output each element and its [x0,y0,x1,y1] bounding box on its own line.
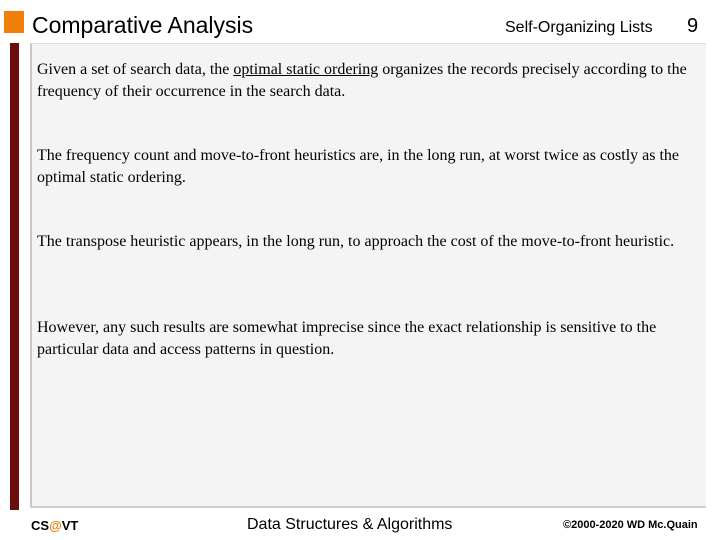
title-accent-block [4,11,24,33]
paragraph-optimal-static-ordering [37,59,699,103]
footer-at: @ [49,518,62,533]
page-number: 9 [687,15,699,37]
paragraph-text: organizes the records precisely according to the frequency of their occurrence in the search data. [37,61,687,100]
footer-cs: CS [31,518,50,533]
footer-copyright: ©2000-2020 WD Mc.Quain [563,519,698,531]
footer-vt: VT [61,518,79,533]
slide-title: Comparative Analysis [32,12,254,38]
paragraph-text: Given a set of search data, the [37,61,234,78]
footer-cs-vt [31,518,78,533]
term-optimal-static-ordering: optimal static ordering [233,61,379,78]
slide-topic: Self-Organizing Lists [505,19,653,36]
footer-course: Data Structures & Algorithms [247,516,453,533]
paragraph-transpose: The transpose heuristic appears, in the long run, to approach the cost of the move-to-front heuristic. [37,233,675,250]
paragraph-frequency-count: The frequency count and move-to-front heuristics are, in the long run, at worst twice as costly as the optimal static ordering. [37,147,680,186]
left-accent-bar [10,43,19,510]
content-panel [30,43,706,508]
paragraph-imprecise: However, any such results are somewhat imprecise since the exact relationship is sensitive to the particular data and access patterns in question. [37,319,657,358]
